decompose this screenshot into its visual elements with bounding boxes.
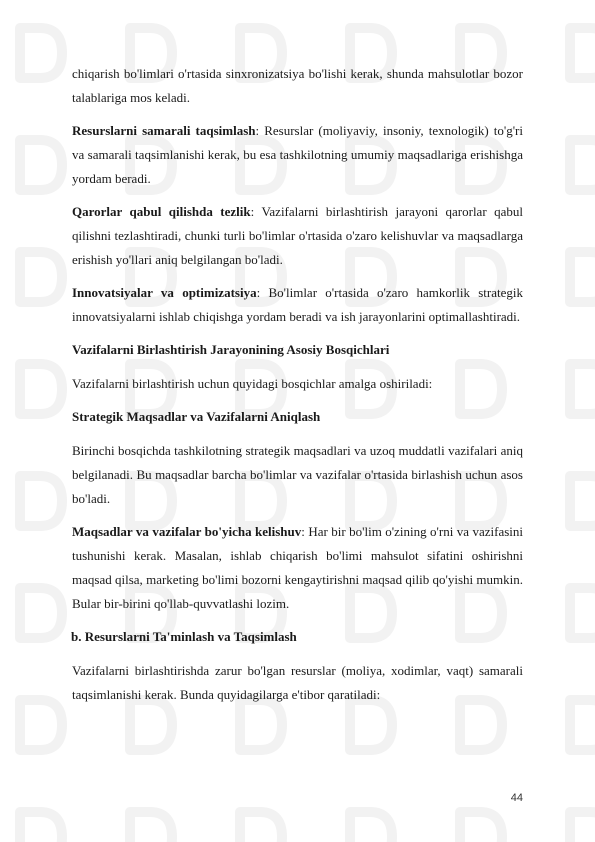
term-description: : Bo'limlar o'rtasida o'zaro hamkorlik strategik innovatsiyalarni ishlab chiqishga yordam beradi va ish jarayonlarini optimallashtiradi.: [72, 285, 523, 324]
body-paragraph: chiqarish bo'limlari o'rtasida sinxronizatsiya bo'lishi kerak, shunda mahsulotlar bozor talablariga mos keladi.: [72, 66, 523, 105]
term-paragraph: [72, 520, 523, 616]
page-number: 44: [510, 792, 523, 804]
document-body: [72, 62, 523, 707]
term-label: Maqsadlar va vazifalar bo'yicha kelishuv: [72, 524, 302, 539]
term-label: Qarorlar qabul qilishda tezlik: [72, 204, 251, 219]
document-page: [72, 62, 523, 716]
term-paragraph: [72, 200, 523, 272]
section-heading: Vazifalarni Birlashtirish Jarayonining Asosiy Bosqichlari: [72, 342, 390, 357]
body-paragraph: Vazifalarni birlashtirish uchun quyidagi bosqichlar amalga oshiriladi:: [72, 376, 433, 391]
body-paragraph: Birinchi bosqichda tashkilotning strategik maqsadlari va uzoq muddatli vazifalari aniq belgilanadi. Bu maqsadlar barcha bo'limlar va vazifalar o'rtasida birlashish uchun asos bo'ladi.: [72, 443, 523, 506]
body-paragraph: Vazifalarni birlashtirishda zarur bo'lgan resurslar (moliya, xodimlar, vaqt) samarali taqsimlanishi kerak. Bunda quyidagilarga e'tibor qaratiladi:: [72, 663, 523, 702]
section-heading: b. Resurslarni Ta'minlash va Taqsimlash: [71, 629, 297, 644]
term-paragraph: [72, 119, 523, 191]
term-label: Innovatsiyalar va optimizatsiya: [72, 285, 257, 300]
term-label: Resurslarni samarali taqsimlash: [72, 123, 256, 138]
section-heading: Strategik Maqsadlar va Vazifalarni Aniqlash: [72, 409, 321, 424]
term-paragraph: [72, 281, 523, 329]
term-description: : Har bir bo'lim o'zining o'rni va vazifasini tushunishi kerak. Masalan, ishlab chiqarish bo'limi mahsulot sifatini oshirishni maqsad qilsa, marketing bo'limi bozorni kengaytirishni maqsad qilib qo'yishi mumkin. Bular bir-birini qo'llab-quvvatlashi lozim.: [72, 524, 523, 611]
term-description: : Resurslar (moliyaviy, insoniy, texnologik) to'g'ri va samarali taqsimlanishi kerak, bu esa tashkilotning umumiy maqsadlariga erishishga yordam beradi.: [72, 123, 524, 186]
term-description: : Vazifalarni birlashtirish jarayoni qarorlar qabul qilishni tezlashtiradi, chunki turli bo'limlar o'rtasida o'zaro kelishuvlar va maqsadlarga erishish yo'llari aniq belgilangan bo'ladi.: [72, 204, 523, 267]
